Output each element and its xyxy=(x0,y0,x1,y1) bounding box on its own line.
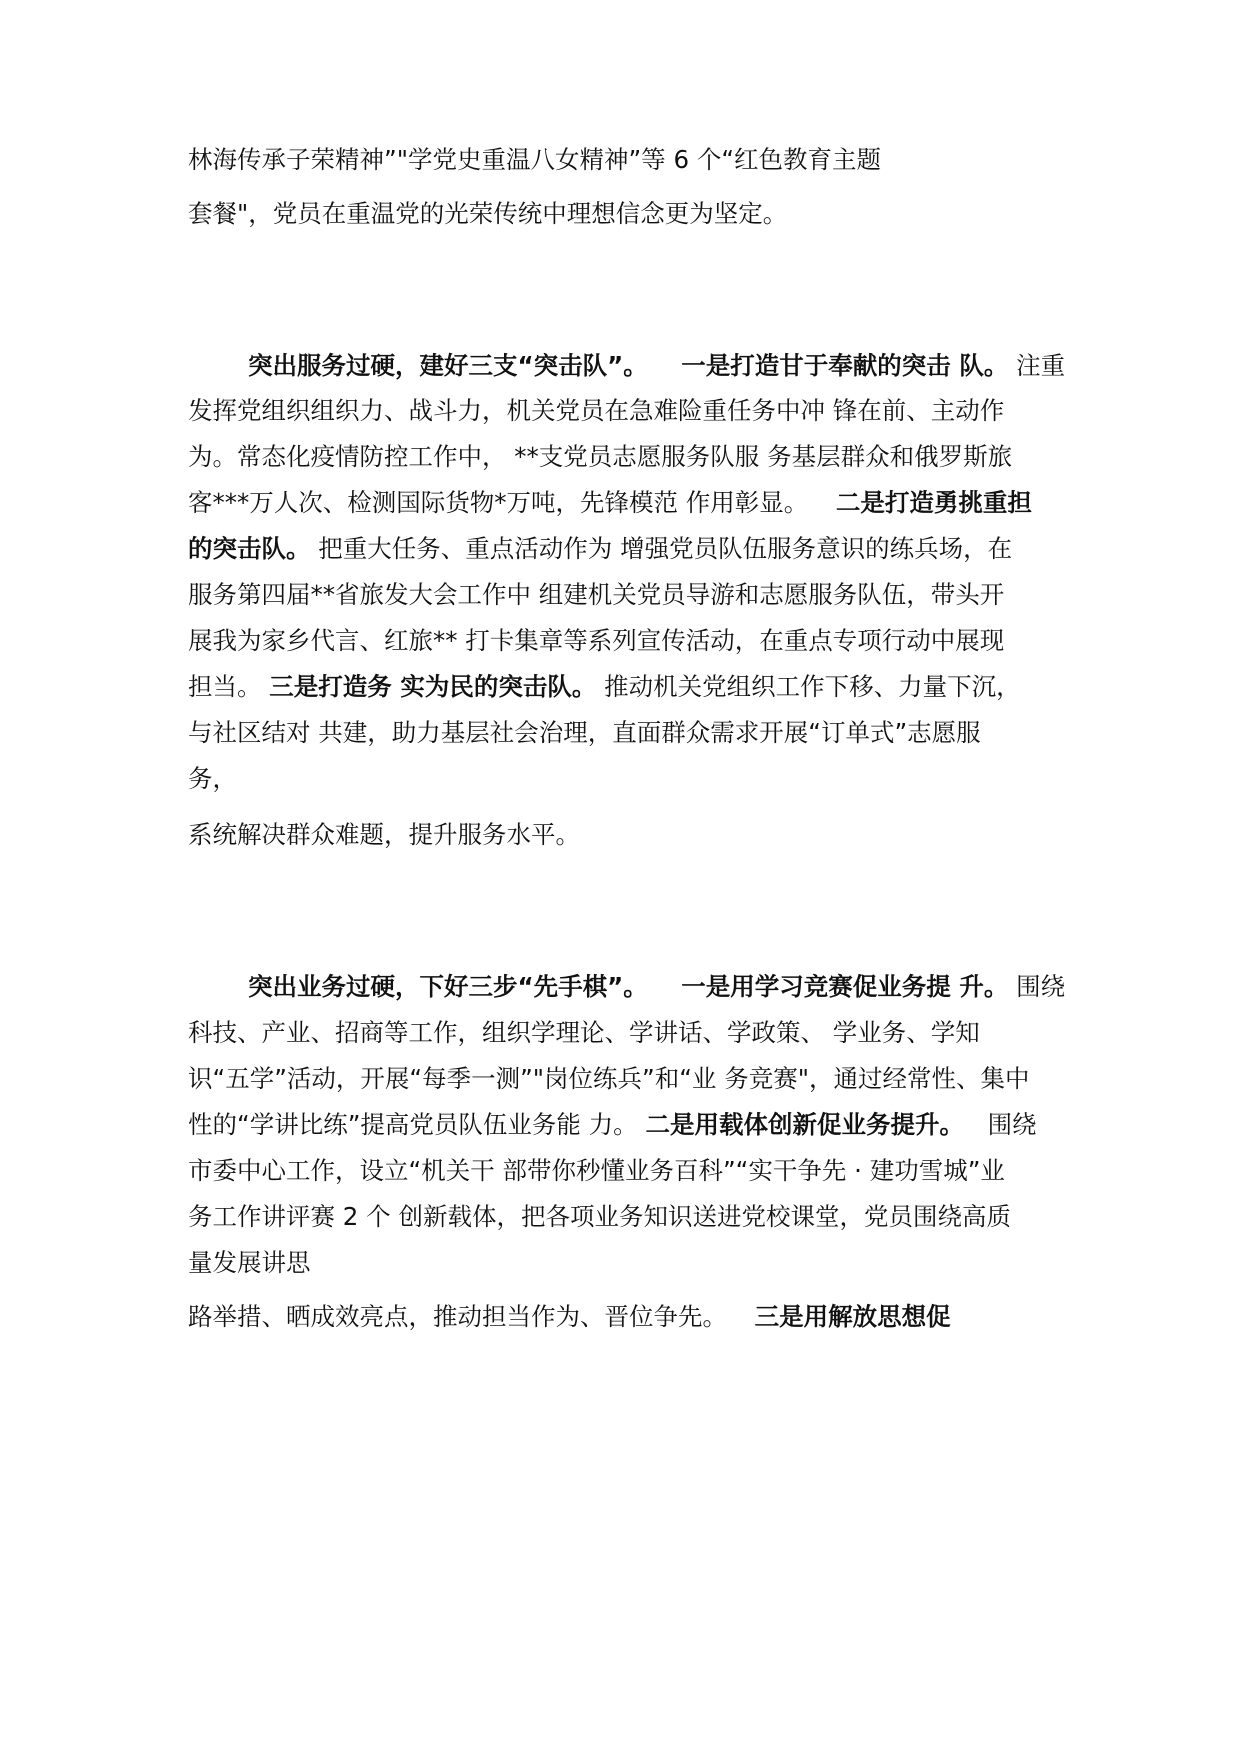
business-point-2-title: 二是用载体创新促业务提升。 xyxy=(645,1110,964,1139)
intro-line-2: 套餐"，党员在重温党的光荣传统中理想信念更为坚定。 xyxy=(188,199,788,228)
service-paragraph-line-6: 服务第四届**省旅发大会工作中 组建机关党员导游和志愿服务队伍，带头开 xyxy=(188,580,1005,609)
service-text: 注重 xyxy=(1016,351,1066,380)
service-paragraph-line-7: 展我为家乡代言、红旅** 打卡集章等系列宣传活动，在重点专项行动中展现 xyxy=(188,626,1005,655)
business-paragraph-line-5: 市委中心工作，设立“机关干 部带你秒懂业务百科”“实干争先 · 建功雪城”业 xyxy=(188,1156,1005,1185)
service-text: 客***万人次、检测国际货物*万吨，先锋模范 作用彰显。 xyxy=(188,488,809,517)
business-paragraph-line-2: 科技、产业、招商等工作，组织学理论、学讲话、学政策、 学业务、学知 xyxy=(188,1018,980,1047)
business-text: 围绕 xyxy=(987,1110,1037,1139)
business-section-heading: 突出业务过硬，下好三步“先手棋”。 xyxy=(248,972,648,1001)
service-point-2-title: 二是打造勇挑重担 xyxy=(835,488,1032,517)
service-paragraph-line-11: 系统解决群众难题，提升服务水平。 xyxy=(188,820,580,849)
business-text: 路举措、晒成效亮点，推动担当作为、晋位争先。 xyxy=(188,1302,727,1331)
business-paragraph-line-6: 务工作讲评赛 2 个 创新载体，把各项业务知识送进党校课堂，党员围绕高质 xyxy=(188,1202,1011,1231)
business-paragraph-line-1 xyxy=(248,968,1068,1006)
service-paragraph-line-4 xyxy=(188,484,1068,522)
business-point-3-title: 三是用解放思想促 xyxy=(754,1302,951,1331)
service-text: 把重大任务、重点活动作为 增强党员队伍服务意识的练兵场，在 xyxy=(318,534,1013,563)
business-text: 围绕 xyxy=(1016,972,1066,1001)
service-point-3-title: 三是打造务 实为民的突击队。 xyxy=(269,672,597,701)
business-paragraph-line-7: 量发展讲思 xyxy=(188,1248,311,1277)
service-point-1-title: 一是打造甘于奉献的突击 队。 xyxy=(681,351,1009,380)
business-point-1-title: 一是用学习竞赛促业务提 升。 xyxy=(681,972,1009,1001)
intro-line-1: 林海传承子荣精神”"学党史重温八女精神”等 6 个“红色教育主题 xyxy=(188,145,882,174)
service-paragraph-line-8 xyxy=(188,668,1068,706)
business-paragraph-line-4 xyxy=(188,1106,1068,1144)
business-paragraph-line-8 xyxy=(188,1298,1068,1336)
service-paragraph-line-5 xyxy=(188,530,1068,568)
business-paragraph-line-3: 识“五学”活动，开展“每季一测”"岗位练兵”和“业 务竞赛"，通过经常性、集中 xyxy=(188,1064,1030,1093)
service-section-heading: 突出服务过硬，建好三支“突击队”。 xyxy=(248,351,648,380)
service-paragraph-line-1 xyxy=(248,347,1068,385)
service-paragraph-line-2: 发挥党组织组织力、战斗力，机关党员在急难险重任务中冲 锋在前、主动作 xyxy=(188,396,1005,425)
service-paragraph-line-9: 与社区结对 共建，助力基层社会治理，直面群众需求开展“订单式”志愿服 xyxy=(188,718,981,747)
service-paragraph-line-10: 务， xyxy=(188,764,237,793)
service-point-2-title-cont: 的突击队。 xyxy=(188,534,311,563)
service-paragraph-line-3: 为。常态化疫情防控工作中， **支党员志愿服务队服 务基层群众和俄罗斯旅 xyxy=(188,442,1013,471)
service-text: 担当。 xyxy=(188,672,262,701)
business-text: 性的“学讲比练”提高党员队伍业务能 力。 xyxy=(188,1110,638,1139)
service-text: 推动机关党组织工作下移、力量下沉， xyxy=(604,672,1021,701)
